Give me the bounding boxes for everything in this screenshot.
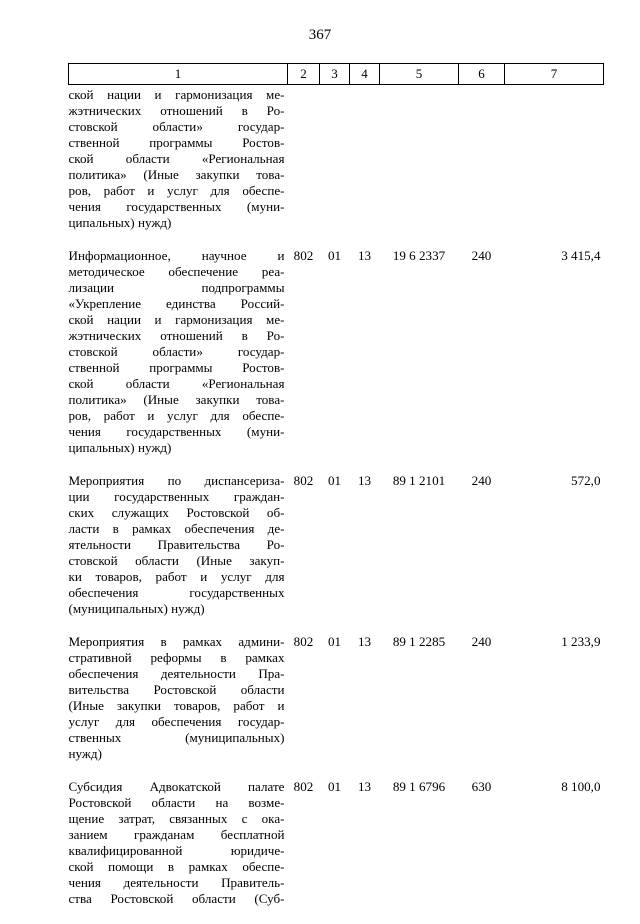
ministry-code: 802 bbox=[293, 248, 314, 263]
column-header-5: 5 bbox=[380, 64, 459, 85]
description-line: (Иные закупки товаров, работ и bbox=[68, 698, 285, 713]
description-line: ции государственных граждан- bbox=[68, 489, 285, 504]
description-line: ципальных) нужд) bbox=[68, 440, 172, 455]
description-line: ской нации и гармонизация ме- bbox=[68, 312, 285, 327]
expense-type-code: 630 bbox=[471, 779, 492, 794]
description-line: вительства Ростовской области bbox=[68, 682, 285, 697]
column-header-7: 7 bbox=[505, 64, 604, 85]
section-code bbox=[320, 85, 350, 249]
description-line: щение затрат, связанных с ока- bbox=[68, 811, 285, 826]
column-header-4: 4 bbox=[350, 64, 380, 85]
ministry-code: 802 bbox=[293, 634, 314, 649]
subsection-code: 13 bbox=[357, 779, 372, 794]
section-code: 01 bbox=[327, 634, 342, 649]
section-code: 01 bbox=[327, 248, 342, 263]
column-header-3: 3 bbox=[320, 64, 350, 85]
ministry-code: 802 bbox=[293, 779, 314, 794]
description-line: жэтнических отношений в Ро- bbox=[68, 103, 285, 118]
description-line: лизации подпрограммы bbox=[68, 280, 285, 295]
description-line: ки товаров, работ и услуг для bbox=[68, 569, 285, 584]
description-line: стовской области» государ- bbox=[68, 119, 285, 134]
expense-type-code: 240 bbox=[471, 473, 492, 488]
column-header-6: 6 bbox=[459, 64, 505, 85]
description-line: ской помощи в рамках обеспе- bbox=[68, 859, 285, 874]
row-description bbox=[69, 634, 288, 779]
column-header-2: 2 bbox=[288, 64, 320, 85]
description-line: методическое обеспечение реа- bbox=[68, 264, 285, 279]
subsection-code: 13 bbox=[357, 473, 372, 488]
target-article-code: 89 1 6796 bbox=[392, 779, 446, 794]
expense-type-code: 240 bbox=[471, 634, 492, 649]
subsection-code: 13 bbox=[357, 634, 372, 649]
amount: 3 415,4 bbox=[561, 248, 601, 263]
description-line: ства Ростовской области (Суб- bbox=[68, 891, 285, 906]
description-line: ров, работ и услуг для обеспе- bbox=[68, 183, 285, 198]
ministry-code: 802 bbox=[293, 473, 314, 488]
description-line: ров, работ и услуг для обеспе- bbox=[68, 408, 285, 423]
description-line: Мероприятия по диспансериза- bbox=[68, 473, 285, 488]
row-description bbox=[69, 85, 288, 249]
description-line: стовской области (Иные закуп- bbox=[68, 553, 285, 568]
subsection-code: 13 bbox=[357, 248, 372, 263]
amount bbox=[505, 85, 604, 249]
table-header-row bbox=[69, 64, 604, 85]
description-line: занием гражданам бесплатной bbox=[68, 827, 285, 842]
description-line: Мероприятия в рамках админи- bbox=[68, 634, 285, 649]
ministry-code bbox=[288, 85, 320, 249]
table-row bbox=[69, 473, 604, 634]
target-article-code: 89 1 2285 bbox=[392, 634, 446, 649]
page-number: 367 bbox=[308, 27, 332, 43]
subsection-code bbox=[350, 85, 380, 249]
amount: 8 100,0 bbox=[561, 779, 601, 794]
description-line: стовской области» государ- bbox=[68, 344, 285, 359]
description-line: Субсидия Адвокатской палате bbox=[68, 779, 285, 794]
amount: 572,0 bbox=[571, 473, 601, 488]
table-row bbox=[69, 85, 604, 249]
description-line: ственной программы Ростов- bbox=[68, 135, 285, 150]
description-line: квалифицированной юридиче- bbox=[68, 843, 285, 858]
target-article-code bbox=[380, 85, 459, 249]
section-code: 01 bbox=[327, 779, 342, 794]
description-line: ласти в рамках обеспечения де- bbox=[68, 521, 285, 536]
row-description bbox=[69, 248, 288, 473]
table-row bbox=[69, 634, 604, 779]
description-line: нужд) bbox=[68, 746, 102, 761]
description-line: ятельности Правительства Ро- bbox=[68, 537, 285, 552]
expense-type-code bbox=[459, 85, 505, 249]
description-line: ской нации и гармонизация ме- bbox=[68, 87, 285, 102]
target-article-code: 89 1 2101 bbox=[392, 473, 446, 488]
description-line: «Укрепление единства Россий- bbox=[68, 296, 285, 311]
description-line: чения государственных (муни- bbox=[68, 199, 285, 214]
row-description bbox=[69, 779, 288, 924]
description-line: стративной реформы в рамках bbox=[68, 650, 285, 665]
row-description bbox=[69, 473, 288, 634]
description-line: ципальных) нужд) bbox=[68, 215, 172, 230]
column-header-1: 1 bbox=[69, 64, 288, 85]
description-line: ственной программы Ростов- bbox=[68, 360, 285, 375]
description-line: чения государственных (муни- bbox=[68, 424, 285, 439]
description-line: обеспечения деятельности Пра- bbox=[68, 666, 285, 681]
section-code: 01 bbox=[327, 473, 342, 488]
description-line: Информационное, научное и bbox=[68, 248, 285, 263]
table-row bbox=[69, 248, 604, 473]
description-line: обеспечения государственных bbox=[68, 585, 285, 600]
description-line: политика» (Иные закупки това- bbox=[68, 392, 285, 407]
table-row bbox=[69, 779, 604, 924]
description-line: (муниципальных) нужд) bbox=[68, 601, 205, 616]
expense-type-code: 240 bbox=[471, 248, 492, 263]
description-line: ской области «Региональная bbox=[68, 151, 285, 166]
description-line: политика» (Иные закупки това- bbox=[68, 167, 285, 182]
amount: 1 233,9 bbox=[561, 634, 601, 649]
description-line: ских служащих Ростовской об- bbox=[68, 505, 285, 520]
target-article-code: 19 6 2337 bbox=[392, 248, 446, 263]
description-line: жэтнических отношений в Ро- bbox=[68, 328, 285, 343]
budget-table bbox=[68, 63, 604, 924]
description-line: ской области «Региональная bbox=[68, 376, 285, 391]
description-line: чения деятельности Правитель- bbox=[68, 875, 285, 890]
description-line: услуг для обеспечения государ- bbox=[68, 714, 285, 729]
description-line: ственных (муниципальных) bbox=[68, 730, 285, 745]
description-line: Ростовской области на возме- bbox=[68, 795, 285, 810]
